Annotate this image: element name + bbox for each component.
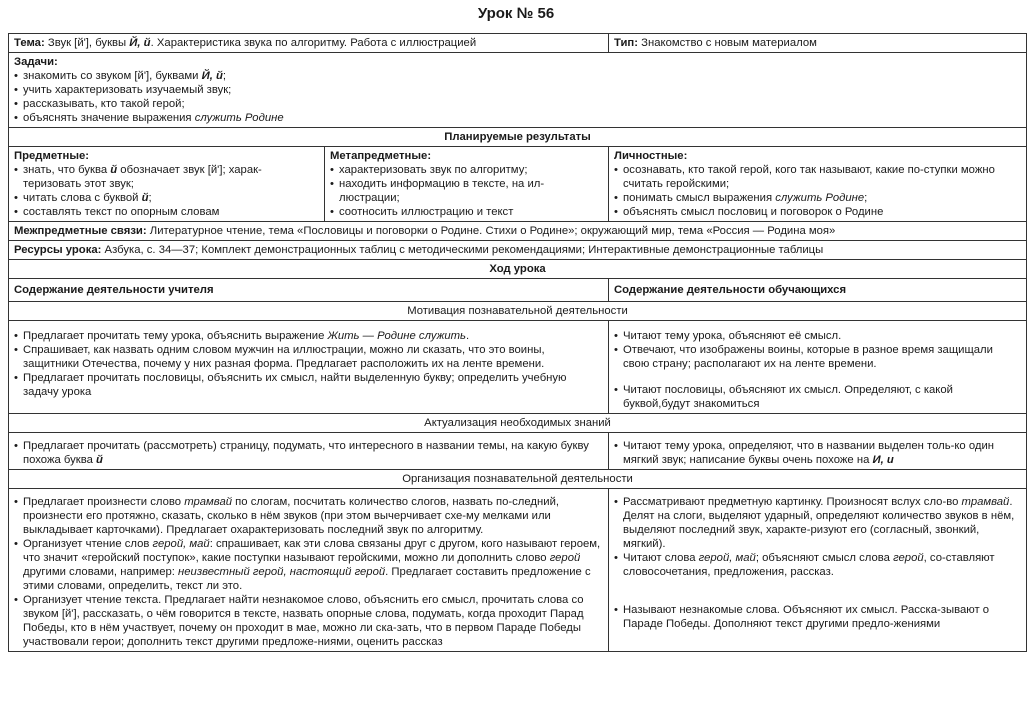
personal-results-cell bbox=[609, 147, 1027, 222]
meta-label: Метапредметные: bbox=[330, 150, 432, 162]
resources-value: Азбука, с. 34—37; Комплект демонстрационных таблиц с методическими рекомендациями; Интерактивные демонстрационные таблицы bbox=[101, 244, 824, 256]
meta-list bbox=[330, 163, 603, 219]
planned-header: Планируемые результаты bbox=[9, 128, 1027, 147]
subject-results-cell bbox=[9, 147, 325, 222]
motivation-header: Мотивация познавательной деятельности bbox=[9, 302, 1027, 321]
actualization-teacher-cell bbox=[9, 433, 609, 470]
organization-student-list bbox=[614, 495, 1021, 631]
tasks-cell bbox=[9, 53, 1027, 128]
motivation-student-item: • Отвечают, что изображены воины, которые в разное время защищали свою страну; располагают их на ленте времени. bbox=[614, 343, 1021, 371]
actualization-teacher-item: • Предлагает прочитать (рассмотреть) страницу, подумать, что интересного в названии темы, на какую букву похожа буква й bbox=[14, 439, 603, 467]
resources-cell bbox=[9, 241, 1027, 260]
course-header: Ход урока bbox=[9, 260, 1027, 279]
organization-header: Организация познавательной деятельности bbox=[9, 470, 1027, 489]
meta-item: • характеризовать звук по алгоритму; bbox=[330, 163, 603, 177]
personal-item: • понимать смысл выражения служить Родине; bbox=[614, 191, 1021, 205]
page-title: Урок № 56 bbox=[477, 5, 555, 22]
actualization-header-row bbox=[9, 414, 1027, 433]
tasks-label: Задачи: bbox=[14, 56, 58, 68]
actualization-teacher-list bbox=[14, 439, 603, 467]
tasks-list bbox=[14, 69, 1021, 125]
resources-label: Ресурсы урока: bbox=[14, 244, 102, 256]
task-item: • учить характеризовать изучаемый звук; bbox=[14, 83, 1021, 97]
motivation-teacher-item: • Предлагает прочитать пословицы, объяснить их смысл, найти выделенную букву; определить учебную задачу урока bbox=[14, 371, 603, 399]
motivation-student-cell bbox=[609, 321, 1027, 414]
theme-text-before: Звук [й'], буквы bbox=[47, 37, 130, 49]
type-cell bbox=[609, 34, 1027, 53]
lesson-plan-table bbox=[8, 33, 1027, 652]
actualization-header: Актуализация необходимых знаний bbox=[9, 414, 1027, 433]
motivation-teacher-cell bbox=[9, 321, 609, 414]
task-item: • знакомить со звуком [й'], буквами Й, й; bbox=[14, 69, 1021, 83]
student-activity-header: Содержание деятельности обучающихся bbox=[609, 279, 1027, 302]
planned-row bbox=[9, 147, 1027, 222]
theme-cell bbox=[9, 34, 609, 53]
motivation-row bbox=[9, 321, 1027, 414]
tasks-row bbox=[9, 53, 1027, 128]
subject-label: Предметные: bbox=[14, 150, 90, 162]
theme-letters: Й, й bbox=[129, 37, 151, 49]
organization-teacher-cell bbox=[9, 489, 609, 652]
subject-item: • знать, что буква й обозначает звук [й']; харак-теризовать этот звук; bbox=[14, 163, 319, 191]
resources-row bbox=[9, 241, 1027, 260]
motivation-header-row bbox=[9, 302, 1027, 321]
motivation-teacher-item: • Предлагает прочитать тему урока, объяснить выражение Жить — Родине служить. bbox=[14, 329, 603, 343]
actualization-student-item: • Читают тему урока, определяют, что в названии выделен толь-ко один мягкий звук; написание буквы очень похоже на И, и bbox=[614, 439, 1021, 467]
organization-student-item: • Читают слова герой, май; объясняют смысл слова герой, со-ставляют словосочетания, предложения, рассказ. bbox=[614, 551, 1021, 579]
links-row bbox=[9, 222, 1027, 241]
organization-teacher-item: • Организует чтение слов герой, май: спрашивает, как эти слова связаны друг с другом, кого называют героем, что значит «геройский поступок», какие поступки называют геройскими, можно ли дополнить слово герой другими словами, например: неизвестный герой, настоящий герой. Предлагает составить предложение с этими словами, определить, текст ли это. bbox=[14, 537, 603, 593]
organization-teacher-list bbox=[14, 495, 603, 649]
actualization-student-list bbox=[614, 439, 1021, 467]
meta-results-cell bbox=[325, 147, 609, 222]
theme-row bbox=[9, 34, 1027, 53]
organization-teacher-item: • Организует чтение текста. Предлагает найти незнакомое слово, объяснить его смысл, прочитать слова со звуком [й'], рассказать, о чём говорится в тексте, назвать опорные слова, подумать, когда проходит Парад Победы, кто в нём участвует, почему он проходит в мае, можно ли ска-зать, что в первом Параде Победы участвовали герои; дополнить текст другими предложе-ниями, оценить рассказ bbox=[14, 593, 603, 649]
motivation-student-item: • Читают тему урока, объясняют её смысл. bbox=[614, 329, 1021, 343]
subject-item: • читать слова с буквой й; bbox=[14, 191, 319, 205]
organization-student-cell bbox=[609, 489, 1027, 652]
personal-label: Личностные: bbox=[614, 150, 688, 162]
motivation-teacher-list bbox=[14, 329, 603, 399]
organization-teacher-item: • Предлагает произнести слово трамвай по слогам, посчитать количество слогов, назвать по-следний, произнести его протяжно, сказать, сколько в нём звуков (при этом вычерчивает схе-му мелками или выкладывает карточками). Предлагает охарактеризовать последний звук по алгоритму. bbox=[14, 495, 603, 537]
task-item: • рассказывать, кто такой герой; bbox=[14, 97, 1021, 111]
actualization-student-cell bbox=[609, 433, 1027, 470]
type-label: Тип: bbox=[614, 37, 639, 49]
theme-label: Тема: bbox=[14, 37, 45, 49]
activity-header-row bbox=[9, 279, 1027, 302]
theme-text-after: . Характеристика звука по алгоритму. Работа с иллюстрацией bbox=[150, 37, 477, 49]
motivation-student-item: • Читают пословицы, объясняют их смысл. Определяют, с какой буквой,будут знакомиться bbox=[614, 383, 1021, 411]
type-value: Знакомство с новым материалом bbox=[641, 37, 817, 49]
personal-item: • осознавать, кто такой герой, кого так называют, какие по-ступки можно считать геройскими; bbox=[614, 163, 1021, 191]
organization-header-row bbox=[9, 470, 1027, 489]
links-cell bbox=[9, 222, 1027, 241]
subject-list bbox=[14, 163, 319, 219]
planned-header-row bbox=[9, 128, 1027, 147]
personal-list bbox=[614, 163, 1021, 219]
motivation-teacher-item: • Спрашивает, как назвать одним словом мужчин на иллюстрации, можно ли сказать, что это воины, защитники Отечества, почему у них разная форма. Предлагает расположить их на ленте времени. bbox=[14, 343, 603, 371]
subject-item: • составлять текст по опорным словам bbox=[14, 205, 319, 219]
motivation-student-list bbox=[614, 329, 1021, 411]
organization-student-item: • Рассматривают предметную картинку. Произносят вслух сло-во трамвай. Делят на слоги, выделяют ударный, определяют количество звуков в нём, выделяют последний звук, характе-ризуют его (согласный, звонкий, мягкий). bbox=[614, 495, 1021, 551]
teacher-activity-header: Содержание деятельности учителя bbox=[9, 279, 609, 302]
task-item: • объяснять значение выражения служить Родине bbox=[14, 111, 1021, 125]
organization-student-item: • Называют незнакомые слова. Объясняют их смысл. Расска-зывают о Параде Победы. Дополняют текст другими предло-жениями bbox=[614, 603, 1021, 631]
course-header-row bbox=[9, 260, 1027, 279]
meta-item: • находить информацию в тексте, на ил-люстрации; bbox=[330, 177, 603, 205]
links-label: Межпредметные связи: bbox=[14, 225, 147, 237]
personal-item: • объяснять смысл пословиц и поговорок о Родине bbox=[614, 205, 1021, 219]
links-value: Литературное чтение, тема «Пословицы и поговорки о Родине. Стихи о Родине»; окружающий мир, тема «Россия — Родина моя» bbox=[146, 225, 836, 237]
actualization-row bbox=[9, 433, 1027, 470]
meta-item: • соотносить иллюстрацию и текст bbox=[330, 205, 603, 219]
organization-row bbox=[9, 489, 1027, 652]
